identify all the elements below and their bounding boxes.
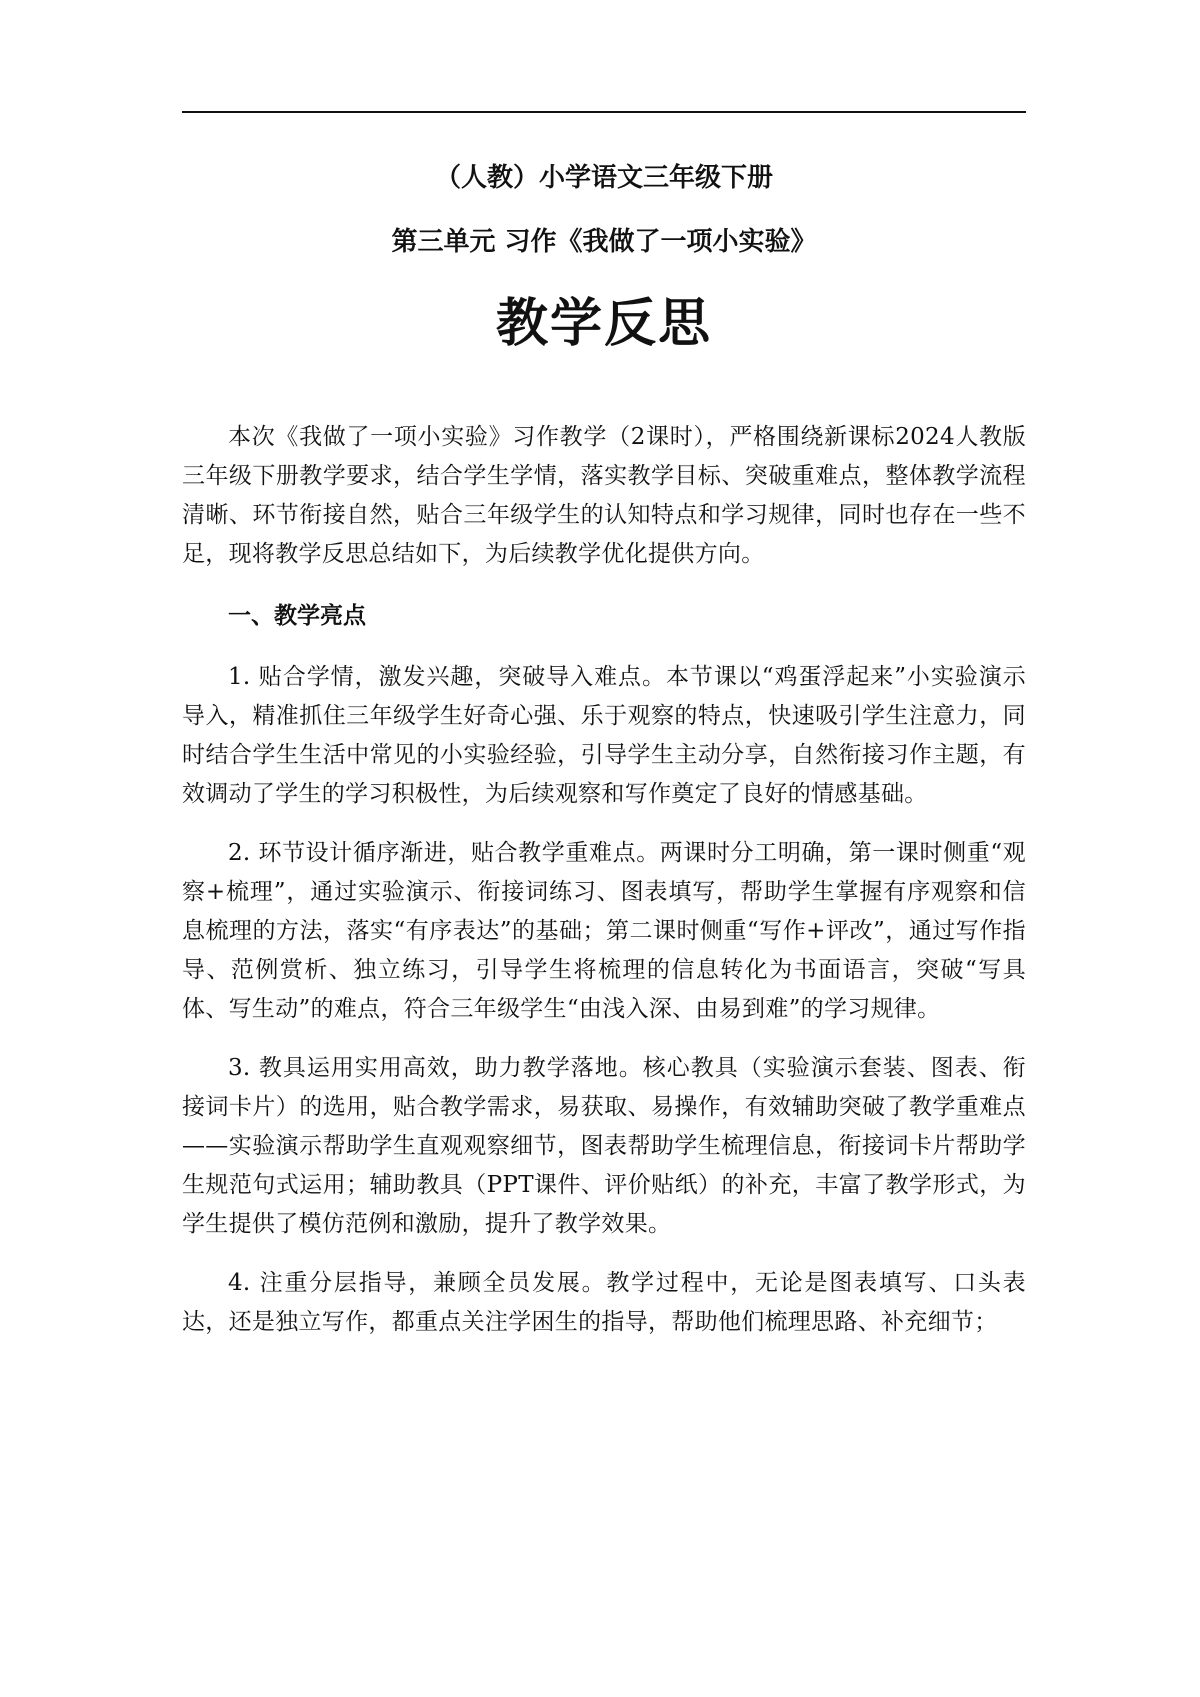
header-rule bbox=[182, 111, 1026, 113]
document-subtitle-unit: 第三单元 习作《我做了一项小实验》 bbox=[391, 227, 817, 257]
paragraph-1: 1. 贴合学情，激发兴趣，突破导入难点。本节课以“鸡蛋浮起来”小实验演示导入，精准抓住三年级学生好奇心强、乐于观察的特点，快速吸引学生注意力，同时结合学生生活中常见的小实验经验，引导学生主动分享，自然衔接习作主题，有效调动了学生的学习积极性，为后续观察和写作奠定了良好的情感基础。 bbox=[182, 664, 1026, 807]
paragraph-3: 3. 教具运用实用高效，助力教学落地。核心教具（实验演示套装、图表、衔接词卡片）的选用，贴合教学需求，易获取、易操作，有效辅助突破了教学重难点——实验演示帮助学生直观观察细节，图表帮助学生梳理信息，衔接词卡片帮助学生规范句式运用；辅助教具（PPT课件、评价贴纸）的补充，丰富了教学形式，为学生提供了模仿范例和激励，提升了教学效果。 bbox=[182, 1055, 1026, 1237]
paragraph-2: 2. 环节设计循序渐进，贴合教学重难点。两课时分工明确，第一课时侧重“观察+梳理”，通过实验演示、衔接词练习、图表填写，帮助学生掌握有序观察和信息梳理的方法，落实“有序表达”的基础；第二课时侧重“写作+评改”，通过写作指导、范例赏析、独立练习，引导学生将梳理的信息转化为书面语言，突破“写具体、写生动”的难点，符合三年级学生“由浅入深、由易到难”的学习规律。 bbox=[182, 840, 1026, 1022]
document-title: 教学反思 bbox=[495, 293, 712, 354]
document-body bbox=[182, 418, 1026, 1342]
document-subtitle-grade: （人教）小学语文三年级下册 bbox=[434, 163, 773, 193]
intro-paragraph: 本次《我做了一项小实验》习作教学（2课时），严格围绕新课标2024人教版三年级下册教学要求，结合学生学情，落实教学目标、突破重难点，整体教学流程清晰、环节衔接自然，贴合三年级学生的认知特点和学习规律，同时也存在一些不足，现将教学反思总结如下，为后续教学优化提供方向。 bbox=[182, 424, 1026, 567]
section-heading-highlights: 一、教学亮点 bbox=[228, 603, 366, 629]
paragraph-4: 4. 注重分层指导，兼顾全员发展。教学过程中，无论是图表填写、口头表达，还是独立写作，都重点关注学困生的指导，帮助他们梳理思路、补充细节； bbox=[182, 1270, 1026, 1335]
